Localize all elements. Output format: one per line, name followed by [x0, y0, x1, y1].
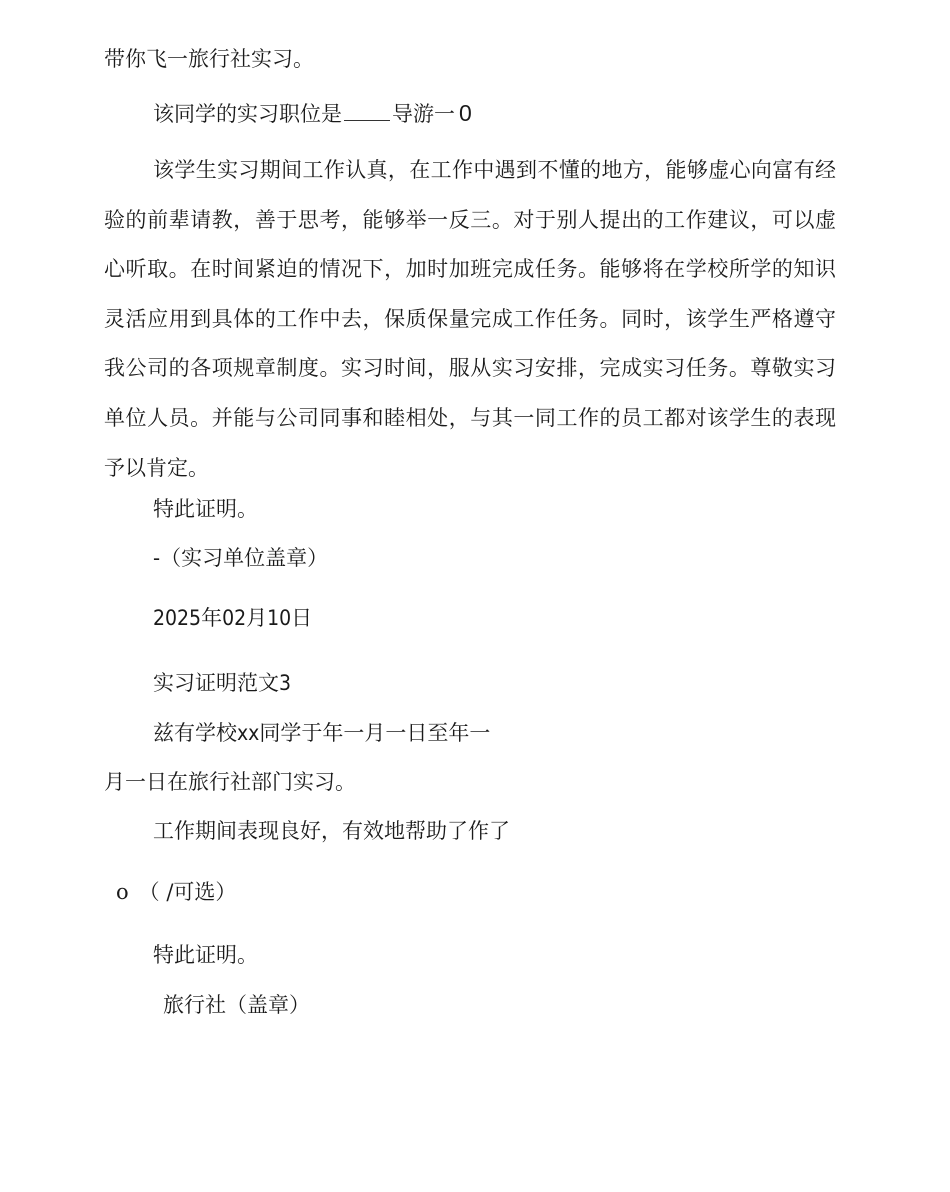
position-line — [153, 98, 472, 129]
date-year-unit: 年 — [201, 606, 223, 630]
optional-o: o — [116, 880, 129, 904]
position-value: 导游一 — [392, 102, 455, 126]
intro-prefix: 兹有学校 — [153, 721, 237, 745]
intro-suffix: 同学于年一月一日至年一 — [259, 721, 491, 745]
optional-line — [116, 877, 236, 907]
date-day-unit: 日 — [291, 606, 313, 630]
seal-line-1: -（实习单位盖章） — [153, 546, 329, 570]
position-blank-underline — [344, 102, 390, 121]
date-day: 10 — [267, 606, 292, 630]
position-prefix: 该同学的实习职位是 — [153, 102, 342, 126]
date-line — [153, 603, 312, 633]
intro-student-placeholder: xx — [237, 721, 260, 745]
text-line-internship-agency: 带你飞一旅行社实习。 — [104, 47, 314, 71]
sample-title — [153, 668, 291, 698]
date-month-unit: 月 — [246, 606, 268, 630]
date-month: 02 — [222, 606, 247, 630]
evaluation-paragraph: 该学生实习期间工作认真，在工作中遇到不懂的地方，能够虚心向富有经验的前辈请教，善于思考，能够举一反三。对于别人提出的工作建议，可以虚心听取。在时间紧迫的情况下，加时加班完成任务。能够将在学校所学的知识灵活应用到具体的工作中去，保质保量完成工作任务。同时，该学生严格遵守我公司的各项规章制度。实习时间，服从实习安排，完成实习任务。尊敬实习单位人员。并能与公司同事和睦相处，与其一同工作的员工都对该学生的表现予以肯定。 — [104, 158, 836, 480]
intro-line-2: 月一日在旅行社部门实习。 — [104, 770, 356, 794]
sample-title-number: 3 — [279, 671, 292, 695]
seal-line-2: 旅行社（盖章） — [163, 993, 310, 1017]
intro-line-1 — [153, 718, 490, 748]
certify-text-2: 特此证明。 — [153, 943, 258, 967]
performance-line: 工作期间表现良好，有效地帮助了作了 — [153, 819, 510, 843]
sample-title-text: 实习证明范文 — [153, 671, 279, 695]
optional-text: （ /可选） — [138, 880, 237, 904]
certify-text-1: 特此证明。 — [153, 497, 258, 521]
position-suffix: 0 — [459, 100, 472, 126]
date-year: 2025 — [153, 606, 202, 630]
